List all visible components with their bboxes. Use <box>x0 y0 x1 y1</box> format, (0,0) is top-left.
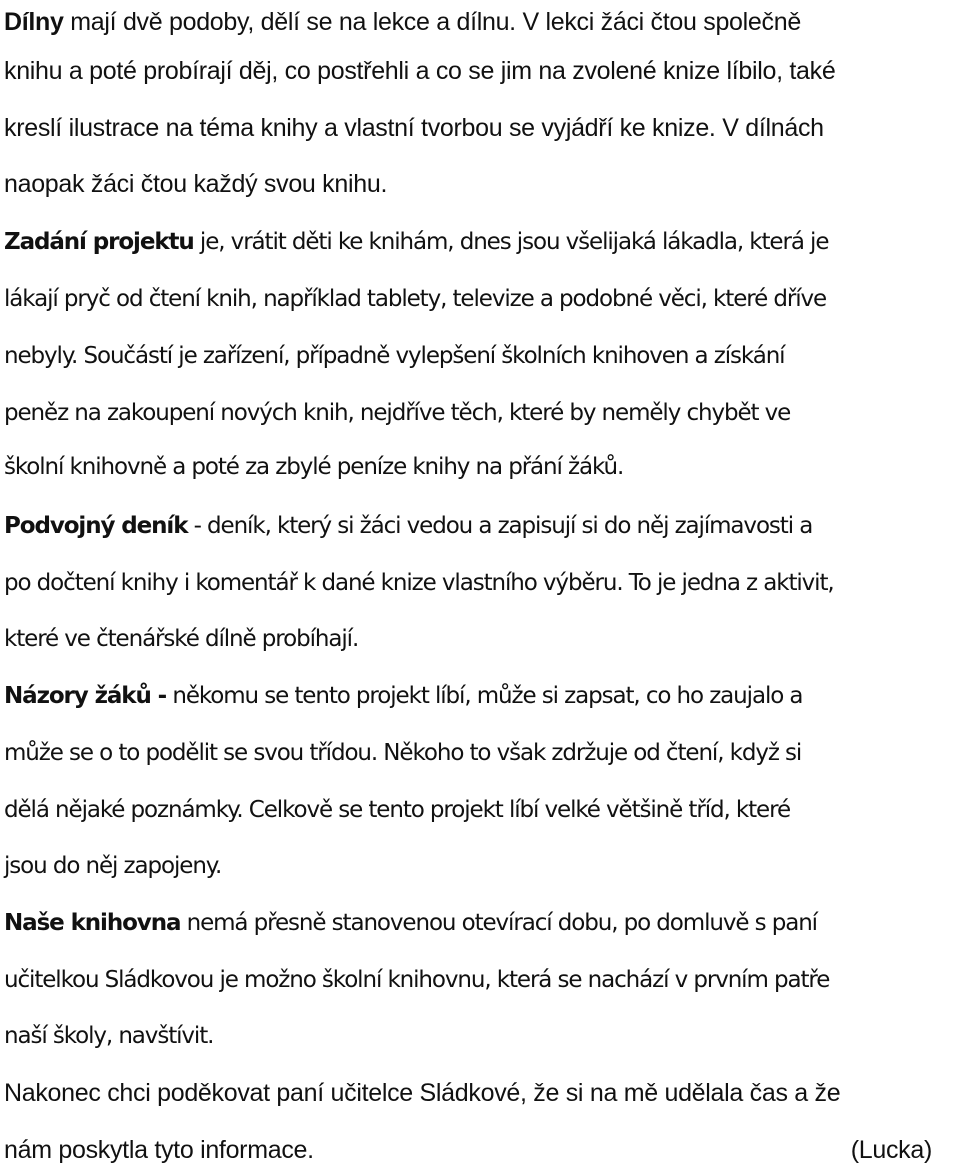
text-line: učitelkou Sládkovou je možno školní knihovnu, která se nachází v prvním patře <box>4 967 830 993</box>
text-span: nám poskytla tyto informace. <box>4 1136 314 1164</box>
text-line <box>4 222 956 262</box>
text-line <box>4 2 956 42</box>
text-line: může se o to podělit se svou třídou. Někoho to však zdržuje od čtení, když si <box>4 740 802 766</box>
text-span: mají dvě podoby, dělí se na lekce a dílnu. V lekci žáci čtou společně <box>63 8 801 36</box>
text-span: - deník, který si žáci vedou a zapisují si do něj zajímavosti a <box>187 513 813 539</box>
text-line <box>4 506 956 546</box>
paragraph-heading: Naše knihovna <box>4 910 181 936</box>
text-line: peněz na zakoupení nových knih, nejdříve těch, které by neměly chybět ve <box>4 400 791 426</box>
text-line: naší školy, navštívit. <box>4 1023 214 1049</box>
text-line: naopak žáci čtou každý svou knihu. <box>4 170 388 198</box>
text-line: knihu a poté probírají děj, co postřehli a co se jim na zvolené knize líbilo, také <box>4 57 836 85</box>
text-span: nemá přesně stanovenou otevírací dobu, po domluvě s paní <box>180 910 817 936</box>
paragraph-heading: Zadání projektu <box>4 229 194 255</box>
text-span: je, vrátit děti ke knihám, dnes jsou všelijaká lákadla, která je <box>193 229 829 255</box>
author-signature: (Lucka) <box>850 1136 932 1164</box>
text-line: nebyly. Součástí je zařízení, případně vylepšení školních knihoven a získání <box>4 343 785 369</box>
paragraph-heading: Podvojný deník <box>4 513 188 539</box>
text-line: po dočtení knihy i komentář k dané knize vlastního výběru. To je jedna z aktivit, <box>4 570 834 596</box>
text-line: jsou do něj zapojeny. <box>4 853 222 879</box>
text-line: které ve čtenářské dílně probíhají. <box>4 626 359 652</box>
text-line: školní knihovně a poté za zbylé peníze knihy na přání žáků. <box>4 454 624 480</box>
text-line <box>4 1130 956 1170</box>
paragraph-heading: Dílny <box>4 8 64 36</box>
text-line: dělá nějaké poznámky. Celkově se tento projekt líbí velké většině tříd, které <box>4 797 790 823</box>
text-span: někomu se tento projekt líbí, může si zapsat, co ho zaujalo a <box>166 683 803 709</box>
text-line: kreslí ilustrace na téma knihy a vlastní tvorbou se vyjádří ke knize. V dílnách <box>4 114 824 142</box>
text-line <box>4 676 956 716</box>
text-line: Nakonec chci poděkovat paní učitelce Sládkové, že si na mě udělala čas a že <box>4 1079 841 1107</box>
text-line: lákají pryč od čtení knih, například tablety, televize a podobné věci, které dříve <box>4 286 827 312</box>
paragraph-heading: Názory žáků - <box>4 683 167 709</box>
text-line <box>4 903 956 943</box>
